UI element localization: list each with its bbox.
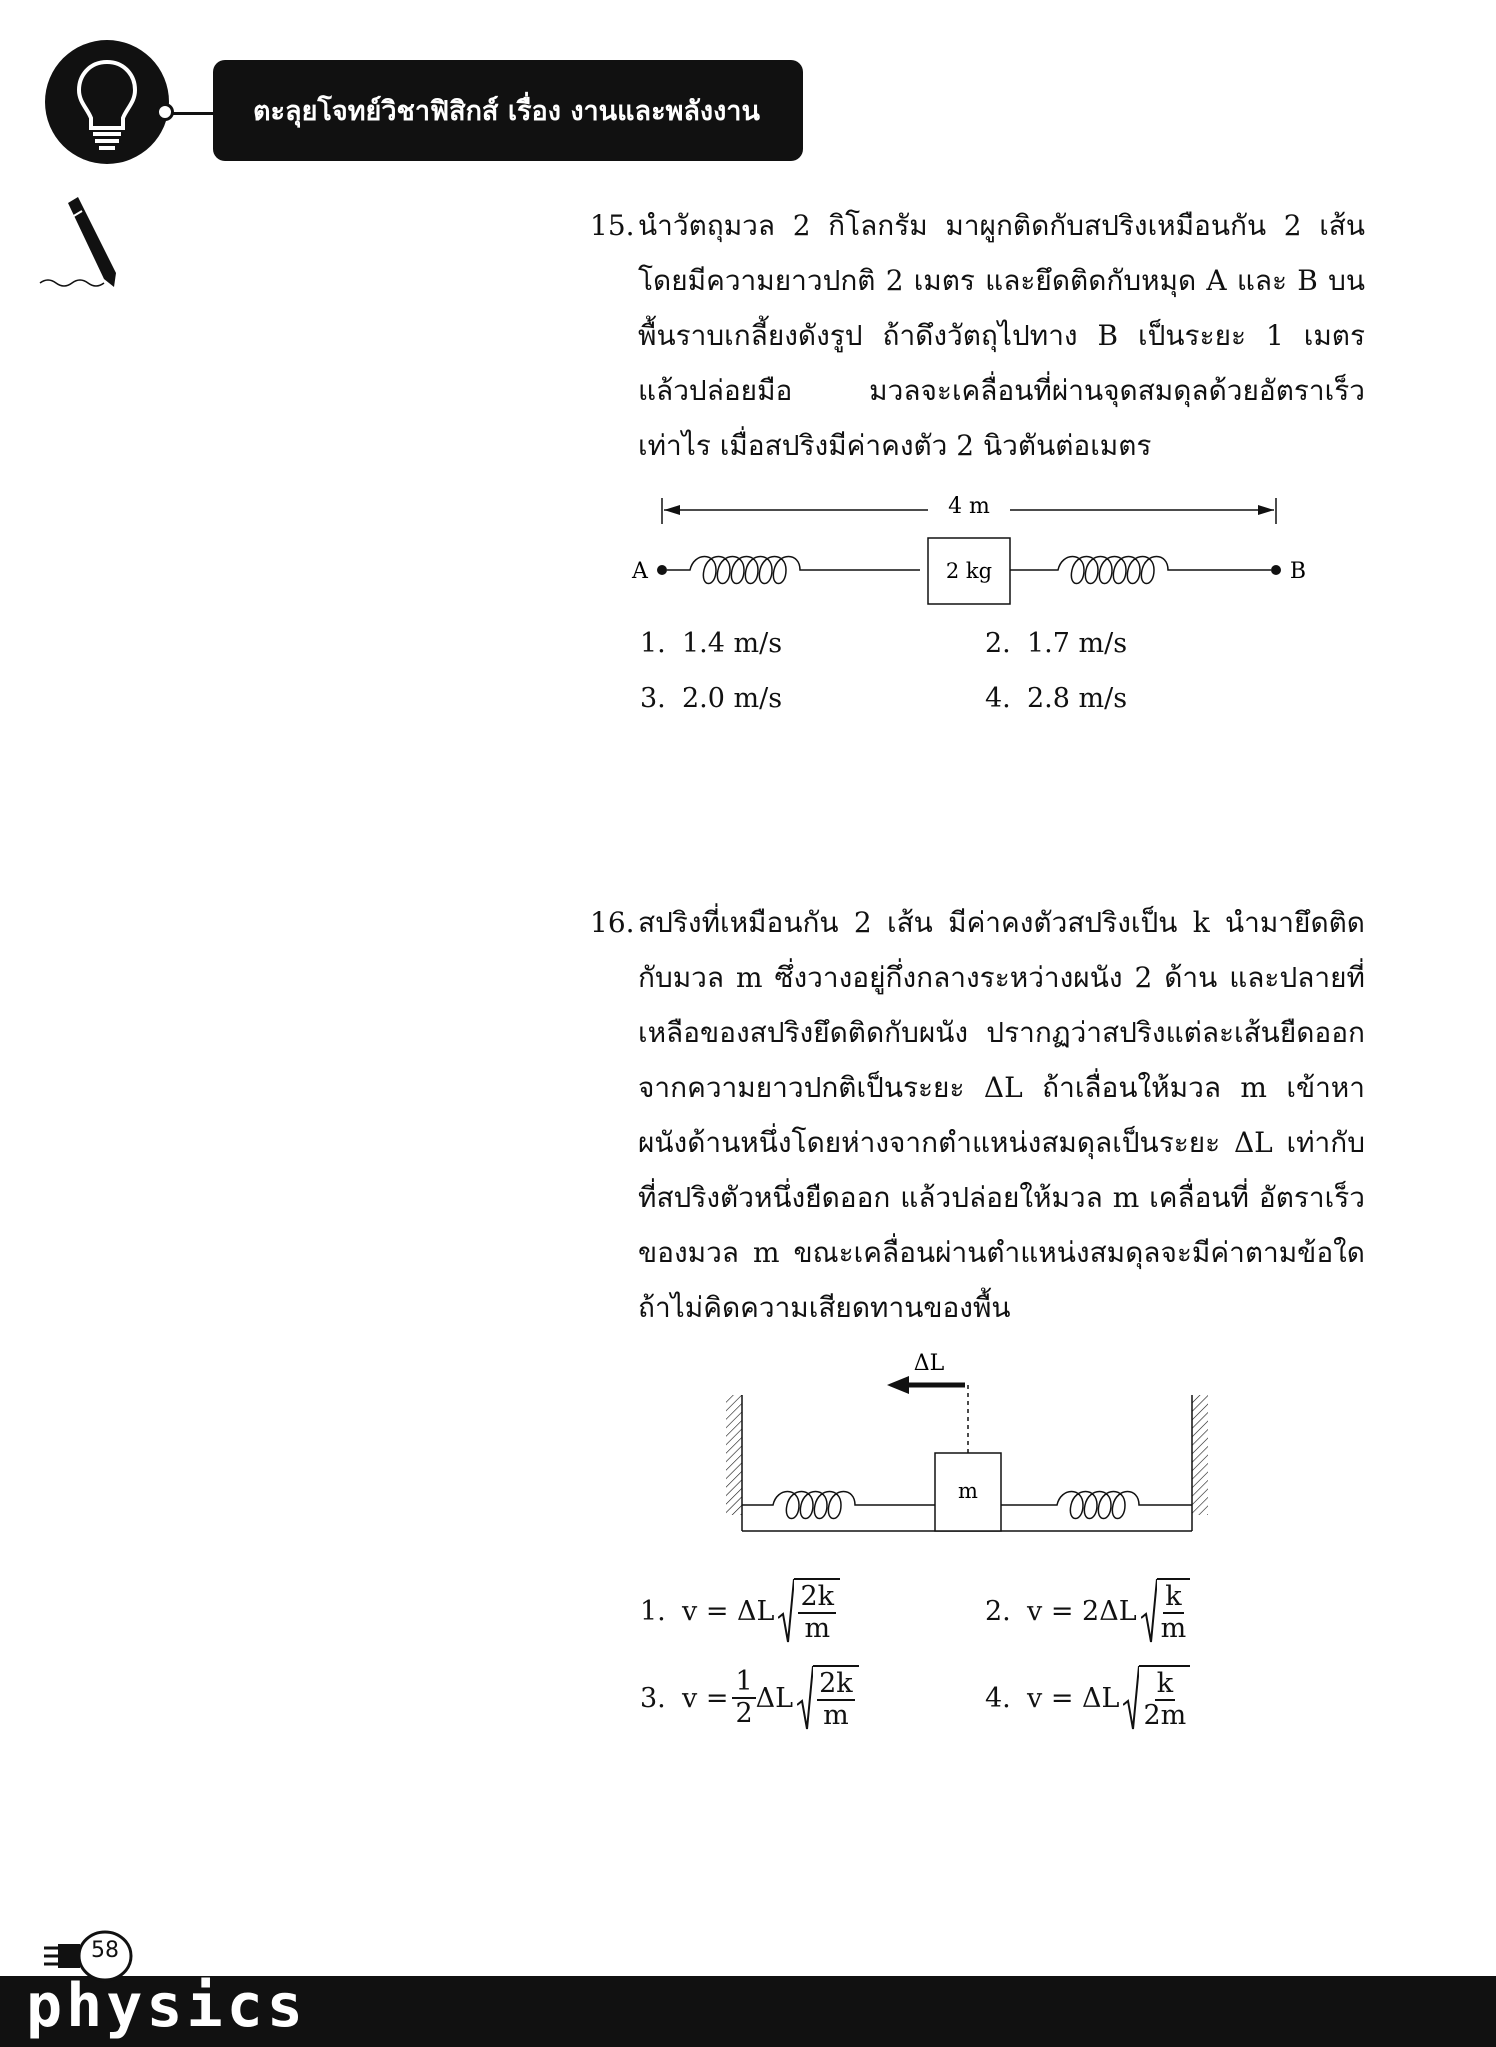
option-16-4[interactable] [985, 1665, 1190, 1731]
lightbulb-icon [45, 40, 169, 164]
displacement-label: ΔL [913, 1351, 945, 1376]
option-number: 1. [640, 628, 666, 659]
option-number: 4. [985, 683, 1011, 714]
question-text: สปริงที่เหมือนกัน 2 เส้น มีค่าคงตัวสปริงเป็น k นำมายึดติดกับมวล m ซึ่งวางอยู่กึ่งกลางระหว่างผนัง 2 ด้าน และปลายที่เหลือของสปริงยึดติดกับผนัง ปรากฏว่าสปริงแต่ละเส้นยืดออกจากความยาวปกติเป็นระยะ ΔL ถ้าเลื่อนให้มวล m เข้าหาผนังด้านหนึ่งโดยห่างจากตำแหน่งสมดุลเป็นระยะ ΔL เท่ากับที่สปริงตัวหนึ่งยืดออก แล้วปล่อยให้มวล m เคลื่อนที่ อัตราเร็วของมวล m ขณะเคลื่อนผ่านตำแหน่งสมดุลจะมีค่าตามข้อใด ถ้าไม่คิดความเสียดทานของพื้น [638, 906, 1365, 1324]
option-number: 3. [640, 1682, 666, 1714]
option-text: 2.8 m/s [1027, 683, 1128, 714]
option-number: 2. [985, 628, 1011, 659]
option-number: 4. [985, 1682, 1011, 1714]
option-15-2[interactable] [985, 628, 1127, 659]
page-number: 58 [91, 1938, 119, 1963]
right-wall [1192, 1395, 1208, 1515]
option-number: 1. [640, 1595, 666, 1627]
pin-a [657, 565, 667, 575]
option-text: 2.0 m/s [682, 683, 783, 714]
question-number: 15. [590, 209, 635, 242]
square-root [1123, 1665, 1190, 1731]
radicand-denominator: m [823, 1700, 849, 1731]
left-spring [667, 557, 920, 584]
radicand-numerator: 2k [819, 1668, 853, 1699]
formula-prefix: v = [682, 1682, 729, 1714]
left-wall [726, 1395, 742, 1515]
pin-b-label: B [1289, 559, 1307, 584]
option-16-1[interactable] [640, 1578, 840, 1644]
formula-prefix: v = ΔL [682, 1595, 775, 1627]
header-title-banner [213, 60, 803, 161]
right-spring [1010, 557, 1271, 584]
question-15 [590, 198, 1365, 473]
coefficient-denominator: 2 [735, 1698, 753, 1729]
pin-b [1271, 565, 1281, 575]
option-16-3[interactable] [640, 1665, 859, 1731]
pin-a-label: A [632, 559, 648, 584]
option-text: 1.7 m/s [1027, 628, 1128, 659]
question-16 [590, 895, 1365, 1335]
option-15-1[interactable] [640, 628, 782, 659]
radicand-numerator: k [1165, 1581, 1182, 1612]
option-15-4[interactable] [985, 683, 1127, 714]
option-text: 1.4 m/s [682, 628, 783, 659]
square-root [778, 1578, 840, 1644]
left-spring [742, 1492, 935, 1519]
header-icon-badge [45, 40, 169, 164]
brand-wordmark: physics [26, 1971, 307, 2041]
square-root [797, 1665, 859, 1731]
right-spring [1001, 1492, 1192, 1519]
question-text: นำวัตถุมวล 2 กิโลกรัม มาผูกติดกับสปริงเหมือนกัน 2 เส้น โดยมีความยาวปกติ 2 เมตร และยึดติดกับหมุด A และ B บนพื้นราบเกลี้ยงดังรูป ถ้าดึงวัตถุไปทาง B เป็นระยะ 1 เมตร แล้วปล่อยมือ มวลจะเคลื่อนที่ผ่านจุดสมดุลด้วยอัตราเร็วเท่าไร เมื่อสปริงมีค่าคงตัว 2 นิวตันต่อเมตร [638, 209, 1365, 462]
option-15-3[interactable] [640, 683, 782, 714]
option-16-2[interactable] [985, 1578, 1190, 1644]
mass-label: 2 kg [945, 559, 993, 583]
length-label: 4 m [948, 494, 990, 519]
header-connector-dot [156, 103, 174, 121]
mass-label: m [958, 1479, 978, 1503]
radicand-numerator: 2k [800, 1581, 835, 1612]
option-number: 2. [985, 1595, 1011, 1627]
radicand-numerator: k [1156, 1668, 1174, 1699]
pen-icon [38, 195, 128, 295]
formula-prefix: v = 2ΔL [1027, 1595, 1137, 1627]
radicand-denominator: m [804, 1613, 831, 1644]
question-number: 16. [590, 906, 635, 939]
spring-mass-diagram-15 [620, 480, 1320, 620]
wall-spring-diagram-16 [715, 1345, 1235, 1545]
option-number: 3. [640, 683, 666, 714]
square-root [1141, 1578, 1191, 1644]
radicand-denominator: 2m [1143, 1700, 1187, 1731]
coefficient-numerator: 1 [732, 1667, 755, 1699]
header-title: ตะลุยโจทย์วิชาฟิสิกส์ เรื่อง งานและพลังงาน [253, 96, 760, 127]
formula-prefix: v = ΔL [1027, 1682, 1120, 1714]
coefficient-fraction [732, 1667, 755, 1729]
radicand-denominator: m [1160, 1613, 1187, 1644]
formula-suffix: ΔL [755, 1682, 794, 1714]
